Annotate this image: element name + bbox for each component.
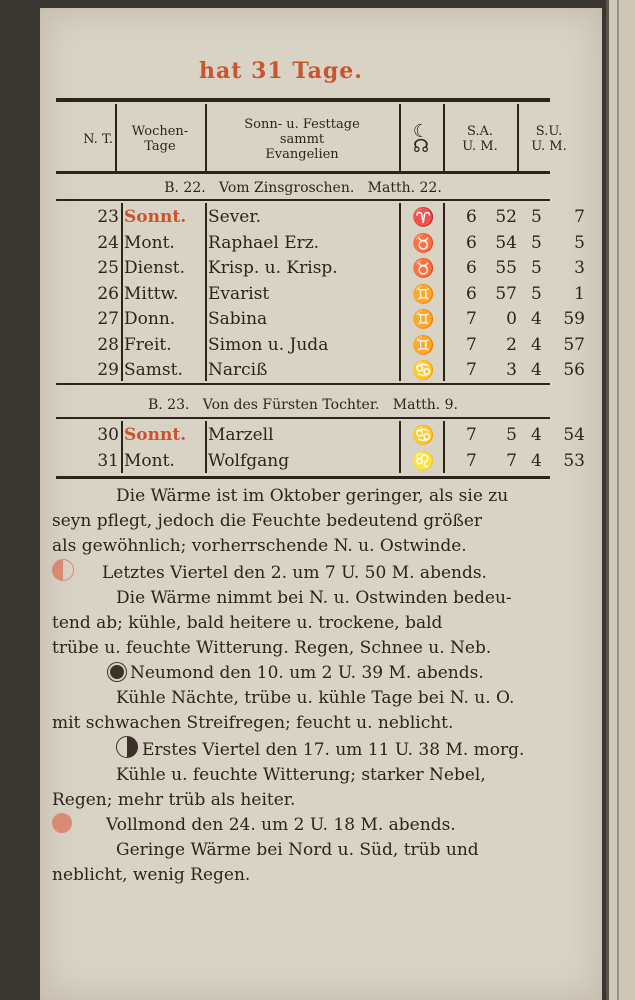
text-line: Kühle u. feuchte Witterung; starker Nebel, bbox=[116, 765, 486, 785]
top-rule bbox=[56, 98, 550, 102]
sunset-hour: 4 bbox=[531, 360, 542, 380]
last-quarter-line: Letztes Viertel den 2. um 7 U. 50 M. abends. bbox=[102, 563, 487, 583]
full-moon-line: Vollmond den 24. um 2 U. 18 M. abends. bbox=[106, 815, 456, 835]
day-number: 28 bbox=[97, 334, 119, 355]
zodiac-sign-icon: ♉ bbox=[412, 258, 435, 279]
table-bottom-rule bbox=[56, 476, 550, 479]
text-line: trübe u. feuchte Witterung. Regen, Schnee u. Neb. bbox=[52, 638, 492, 658]
row-divider bbox=[205, 203, 207, 381]
col-weekday-header: Wochen- Tage bbox=[131, 124, 189, 154]
text-line: neblicht, wenig Regen. bbox=[52, 865, 251, 885]
header-divider bbox=[443, 104, 445, 172]
row-divider bbox=[399, 421, 401, 473]
weekday: Mont. bbox=[124, 232, 175, 253]
saint-name: Narciß bbox=[208, 360, 268, 380]
col-moon-header: ☾ ☊ bbox=[412, 121, 430, 157]
sunrise-minute: 0 bbox=[506, 309, 517, 329]
day-number: 30 bbox=[97, 425, 119, 445]
week-label-1 bbox=[56, 180, 550, 196]
day-number: 26 bbox=[97, 283, 119, 304]
saint-name: Evarist bbox=[208, 283, 270, 304]
row-divider bbox=[443, 421, 445, 473]
day-row bbox=[56, 333, 585, 358]
col-sunrise-header: S.A. U. M. bbox=[462, 124, 498, 154]
day-number: 29 bbox=[97, 360, 119, 380]
zodiac-sign-icon: ♉ bbox=[412, 232, 435, 254]
text-line bbox=[52, 559, 552, 586]
text-line bbox=[52, 736, 552, 763]
week-number: B. 22. bbox=[164, 180, 206, 196]
sunset-hour: 4 bbox=[531, 334, 542, 355]
first-quarter-icon bbox=[116, 736, 138, 758]
sunrise-minute: 3 bbox=[506, 360, 517, 380]
text-line bbox=[52, 661, 552, 686]
weekday: Sonnt. bbox=[124, 207, 187, 227]
day-row bbox=[56, 256, 585, 281]
sunset-minute: 1 bbox=[574, 283, 585, 304]
sunrise-hour: 7 bbox=[466, 309, 477, 329]
full-moon-icon bbox=[52, 813, 72, 833]
text-line: seyn pflegt, jedoch die Feuchte bedeutend größer bbox=[52, 511, 483, 531]
saint-name: Sever. bbox=[208, 207, 262, 227]
col-sunset-header: S.U. U. M. bbox=[531, 124, 567, 154]
last-quarter-icon bbox=[52, 559, 74, 581]
weekday: Dienst. bbox=[124, 258, 186, 278]
sunset-minute: 5 bbox=[574, 232, 585, 253]
sunrise-hour: 6 bbox=[466, 207, 477, 227]
day-row bbox=[56, 205, 585, 230]
sunset-hour: 5 bbox=[531, 207, 542, 227]
sunrise-minute: 54 bbox=[495, 232, 517, 253]
saint-name: Wolfgang bbox=[208, 450, 290, 471]
week-gospel: Matth. 22. bbox=[367, 180, 442, 196]
text-line: tend ab; kühle, bald heitere u. trockene, bald bbox=[52, 613, 443, 633]
row-divider bbox=[443, 203, 445, 381]
sunset-minute: 3 bbox=[574, 258, 585, 278]
text-line: mit schwachen Streifregen; feucht u. neblicht. bbox=[52, 713, 454, 733]
day-number: 24 bbox=[97, 232, 119, 253]
text-line: Kühle Nächte, trübe u. kühle Tage bei N. u. O. bbox=[116, 688, 515, 708]
saint-name: Raphael Erz. bbox=[208, 232, 320, 253]
weekday: Mont. bbox=[124, 450, 175, 471]
saint-name: Sabina bbox=[208, 309, 268, 329]
day-number: 25 bbox=[97, 258, 119, 278]
row-divider bbox=[121, 421, 123, 473]
sunset-minute: 53 bbox=[563, 450, 585, 471]
week-rule bbox=[56, 417, 550, 419]
header-divider bbox=[115, 104, 117, 172]
row-divider bbox=[121, 203, 123, 381]
sunset-hour: 5 bbox=[531, 283, 542, 304]
day-number: 27 bbox=[97, 309, 119, 329]
zodiac-sign-icon: ♊ bbox=[412, 334, 435, 356]
sunrise-minute: 52 bbox=[495, 207, 517, 227]
week-gospel: Matth. 9. bbox=[392, 397, 459, 413]
day-row bbox=[56, 449, 585, 474]
week-label-2 bbox=[56, 397, 550, 413]
sunrise-hour: 6 bbox=[466, 258, 477, 278]
sunrise-hour: 7 bbox=[466, 360, 477, 380]
day-number: 31 bbox=[97, 450, 119, 471]
sunset-hour: 4 bbox=[531, 450, 542, 471]
text-line: Die Wärme nimmt bei N. u. Ostwinden bedeu- bbox=[116, 588, 512, 608]
header-divider bbox=[399, 104, 401, 172]
row-divider bbox=[205, 421, 207, 473]
sunset-minute: 59 bbox=[563, 309, 585, 329]
day-row bbox=[56, 423, 585, 448]
zodiac-sign-icon: ♌ bbox=[412, 450, 435, 472]
sunrise-minute: 55 bbox=[495, 258, 517, 278]
new-moon-icon bbox=[108, 663, 126, 681]
day-row bbox=[56, 282, 585, 307]
sunrise-minute: 2 bbox=[506, 334, 517, 355]
text-line: Regen; mehr trüb als heiter. bbox=[52, 790, 296, 810]
first-quarter-line: Erstes Viertel den 17. um 11 U. 38 M. morg. bbox=[142, 740, 525, 760]
sunrise-minute: 5 bbox=[506, 425, 517, 445]
weather-text bbox=[52, 484, 552, 888]
zodiac-sign-icon: ♈ bbox=[412, 207, 435, 228]
weekday: Samst. bbox=[124, 360, 183, 380]
zodiac-sign-icon: ♋ bbox=[412, 360, 435, 381]
sunset-minute: 56 bbox=[563, 360, 585, 380]
sunrise-hour: 6 bbox=[466, 283, 477, 304]
sunset-hour: 5 bbox=[531, 232, 542, 253]
new-moon-line: Neumond den 10. um 2 U. 39 M. abends. bbox=[130, 663, 484, 683]
week-rule bbox=[56, 383, 550, 385]
week-title: Von des Fürsten Tochter. bbox=[202, 397, 380, 413]
sunset-minute: 54 bbox=[563, 425, 585, 445]
sunrise-minute: 57 bbox=[495, 283, 517, 304]
sunrise-hour: 7 bbox=[466, 450, 477, 471]
week-number: B. 23. bbox=[147, 397, 190, 413]
header-divider bbox=[205, 104, 207, 172]
header-divider bbox=[517, 104, 519, 172]
sunset-minute: 7 bbox=[574, 207, 585, 227]
weekday: Sonnt. bbox=[124, 425, 187, 445]
sunset-hour: 4 bbox=[531, 309, 542, 329]
saint-name: Marzell bbox=[208, 425, 274, 445]
text-line: Geringe Wärme bei Nord u. Süd, trüb und bbox=[116, 840, 479, 860]
day-row bbox=[56, 358, 585, 383]
zodiac-sign-icon: ♊ bbox=[412, 309, 435, 330]
col-feasts-header: Sonn- u. Festtage sammt Evangelien bbox=[244, 116, 360, 162]
zodiac-sign-icon: ♊ bbox=[412, 283, 435, 305]
saint-name: Simon u. Juda bbox=[208, 334, 329, 355]
page-title: hat 31 Tage. bbox=[199, 58, 363, 84]
weekday: Mittw. bbox=[124, 283, 179, 304]
zodiac-sign-icon: ♋ bbox=[412, 425, 435, 446]
day-number: 23 bbox=[97, 207, 119, 227]
sunrise-minute: 7 bbox=[506, 450, 517, 471]
text-line: als gewöhnlich; vorherrschende N. u. Ostwinde. bbox=[52, 536, 467, 556]
weekday: Freit. bbox=[124, 334, 172, 355]
sunrise-hour: 7 bbox=[466, 425, 477, 445]
sunset-hour: 5 bbox=[531, 258, 542, 278]
saint-name: Krisp. u. Krisp. bbox=[208, 258, 338, 278]
week-title: Vom Zinsgroschen. bbox=[219, 180, 355, 196]
day-row bbox=[56, 307, 585, 332]
day-row bbox=[56, 231, 585, 256]
sunrise-hour: 7 bbox=[466, 334, 477, 355]
sunrise-hour: 6 bbox=[466, 232, 477, 253]
weekday: Donn. bbox=[124, 309, 176, 329]
row-divider bbox=[399, 203, 401, 381]
book-spine bbox=[606, 0, 635, 1000]
week-rule bbox=[56, 199, 550, 201]
text-line bbox=[52, 813, 552, 838]
sunset-hour: 4 bbox=[531, 425, 542, 445]
col-num-header: N. T. bbox=[83, 131, 113, 147]
text-line: Die Wärme ist im Oktober geringer, als sie zu bbox=[116, 486, 509, 506]
sunset-minute: 57 bbox=[563, 334, 585, 355]
